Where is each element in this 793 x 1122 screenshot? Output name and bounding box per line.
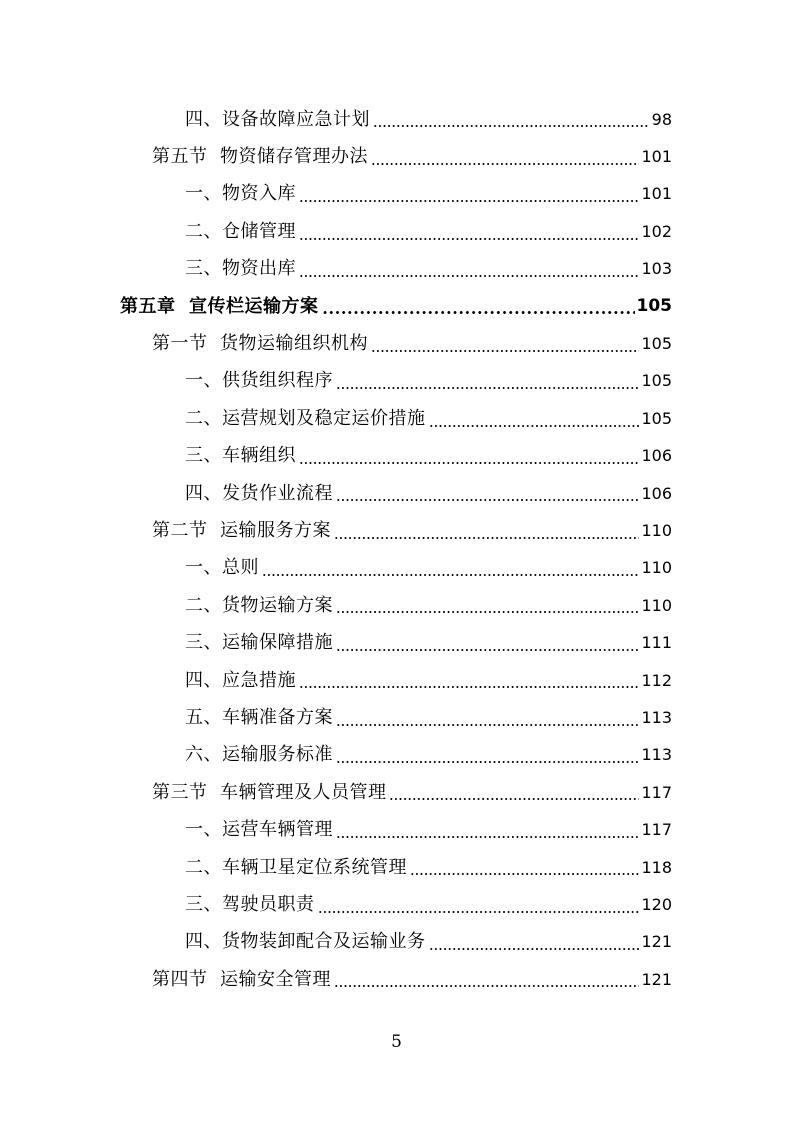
dot-leader — [429, 424, 640, 428]
dot-leader — [334, 536, 640, 540]
toc-subsection-entry[interactable] — [0, 400, 793, 437]
toc-entry-page-number: 111 — [641, 633, 672, 653]
toc-entry-label: 二、仓储管理 — [185, 220, 296, 242]
toc-entry-label: 第五章 宣传栏运输方案 — [120, 295, 319, 317]
toc-entry-label: 六、运输服务标准 — [185, 744, 333, 766]
dot-leader — [336, 648, 639, 652]
toc-entry-label: 三、驾驶员职责 — [185, 893, 315, 915]
dot-leader — [318, 910, 640, 914]
toc-entry-label: 四、货物装卸配合及运输业务 — [185, 931, 426, 953]
toc-subsection-entry[interactable] — [0, 550, 793, 587]
toc-entry-page-number: 121 — [641, 932, 672, 952]
toc-entry-page-number: 118 — [641, 857, 672, 877]
toc-section-entry[interactable] — [0, 961, 793, 998]
toc-entry-page-number: 105 — [641, 408, 672, 428]
toc-entry-label: 四、设备故障应急计划 — [185, 108, 370, 130]
toc-entry-label: 三、运输保障措施 — [185, 632, 333, 654]
toc-entry-label: 五、车辆准备方案 — [185, 706, 333, 728]
toc-entry-label: 一、总则 — [185, 557, 259, 579]
dot-leader — [299, 199, 639, 203]
toc-entry-page-number: 106 — [641, 446, 672, 466]
toc-entry-page-number: 105 — [641, 371, 672, 391]
toc-subsection-entry[interactable] — [0, 251, 793, 288]
toc-subsection-entry[interactable] — [0, 176, 793, 213]
toc-subsection-entry[interactable] — [0, 438, 793, 475]
toc-entry-label: 一、运营车辆管理 — [185, 819, 333, 841]
toc-subsection-entry[interactable] — [0, 924, 793, 961]
toc-section-entry[interactable] — [0, 774, 793, 811]
dot-leader — [336, 760, 639, 764]
dot-leader — [336, 610, 639, 614]
toc-entry-page-number: 117 — [641, 782, 672, 802]
toc-entry-label: 第二节 运输服务方案 — [152, 519, 331, 541]
toc-entry-page-number: 103 — [641, 259, 672, 279]
toc-subsection-entry[interactable] — [0, 737, 793, 774]
toc-entry-page-number: 120 — [641, 894, 672, 914]
toc-entry-page-number: 112 — [641, 670, 672, 690]
toc-entry-page-number: 121 — [641, 969, 672, 989]
toc-entry-label: 三、物资出库 — [185, 258, 296, 280]
dot-leader — [410, 872, 639, 876]
toc-entry-label: 四、应急措施 — [185, 669, 296, 691]
toc-entry-label: 第五节 物资储存管理办法 — [152, 146, 368, 168]
dot-leader — [336, 386, 639, 390]
page-number: 5 — [391, 1032, 402, 1052]
dot-leader — [336, 723, 639, 727]
dot-leader — [336, 835, 639, 839]
toc-chapter-entry[interactable] — [0, 288, 793, 325]
toc-entry-label: 第四节 运输安全管理 — [152, 968, 331, 990]
toc-subsection-entry[interactable] — [0, 811, 793, 848]
toc-subsection-entry[interactable] — [0, 101, 793, 138]
toc-entry-page-number: 113 — [641, 707, 672, 727]
toc-entry-label: 二、运营规划及稳定运价措施 — [185, 407, 426, 429]
toc-subsection-entry[interactable] — [0, 662, 793, 699]
toc-entry-label: 一、供货组织程序 — [185, 370, 333, 392]
toc-subsection-entry[interactable] — [0, 587, 793, 624]
toc-section-entry[interactable] — [0, 512, 793, 549]
table-of-contents — [0, 101, 793, 998]
toc-subsection-entry[interactable] — [0, 849, 793, 886]
toc-entry-page-number: 110 — [641, 558, 672, 578]
toc-section-entry[interactable] — [0, 325, 793, 362]
toc-entry-label: 三、车辆组织 — [185, 445, 296, 467]
toc-entry-page-number: 117 — [641, 820, 672, 840]
toc-entry-page-number: 105 — [636, 296, 672, 317]
toc-entry-label: 第一节 货物运输组织机构 — [152, 333, 368, 355]
toc-entry-label: 四、发货作业流程 — [185, 482, 333, 504]
dot-leader — [299, 461, 639, 465]
dot-leader — [322, 310, 635, 315]
dot-leader — [371, 349, 640, 353]
toc-subsection-entry[interactable] — [0, 363, 793, 400]
dot-leader — [389, 797, 639, 801]
dot-leader — [373, 124, 650, 128]
toc-entry-page-number: 106 — [641, 483, 672, 503]
toc-entry-page-number: 110 — [641, 520, 672, 540]
toc-entry-page-number: 101 — [641, 147, 672, 167]
toc-subsection-entry[interactable] — [0, 886, 793, 923]
toc-subsection-entry[interactable] — [0, 699, 793, 736]
dot-leader — [262, 573, 639, 577]
toc-entry-page-number: 98 — [651, 109, 672, 129]
toc-entry-page-number: 101 — [641, 184, 672, 204]
dot-leader — [429, 947, 640, 951]
toc-entry-page-number: 105 — [641, 334, 672, 354]
toc-entry-label: 二、车辆卫星定位系统管理 — [185, 856, 407, 878]
toc-entry-page-number: 102 — [641, 221, 672, 241]
toc-subsection-entry[interactable] — [0, 624, 793, 661]
toc-entry-page-number: 113 — [641, 745, 672, 765]
toc-entry-page-number: 110 — [641, 595, 672, 615]
toc-section-entry[interactable] — [0, 138, 793, 175]
toc-entry-label: 二、货物运输方案 — [185, 594, 333, 616]
dot-leader — [334, 984, 640, 988]
toc-subsection-entry[interactable] — [0, 213, 793, 250]
dot-leader — [336, 498, 639, 502]
dot-leader — [299, 685, 639, 689]
toc-entry-label: 一、物资入库 — [185, 183, 296, 205]
toc-entry-label: 第三节 车辆管理及人员管理 — [152, 781, 387, 803]
dot-leader — [371, 162, 640, 166]
dot-leader — [299, 237, 639, 241]
toc-subsection-entry[interactable] — [0, 475, 793, 512]
dot-leader — [299, 274, 639, 278]
